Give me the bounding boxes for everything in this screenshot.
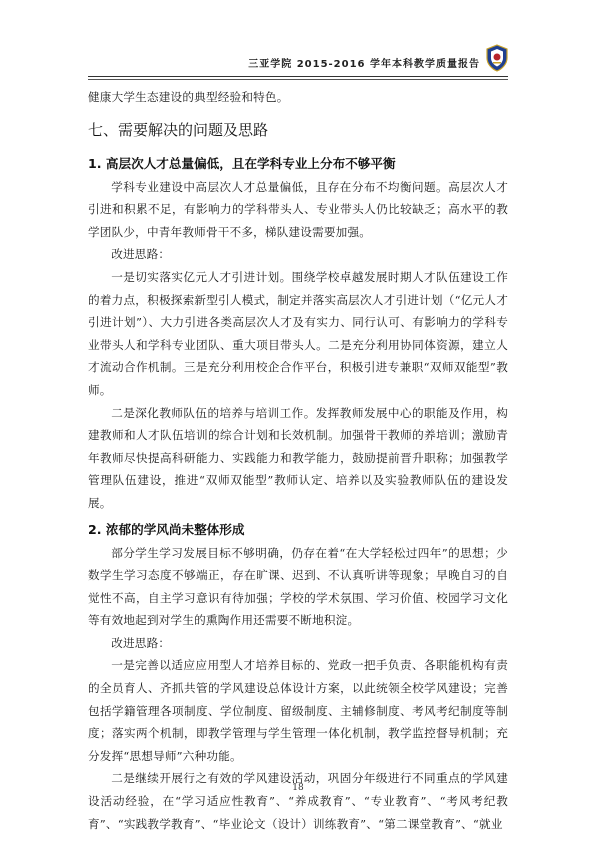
subsection-1-improvement-label: 改进思路： (111, 247, 171, 262)
intro-line: 健康大学生态建设的典型经验和特色。 (88, 90, 289, 104)
subsection-2-paragraph-1: 部分学生学习发展目标不够明确，仍存在着“在大学轻松过四年”的思想；少数学生学习态度不够端正，存在旷课、迟到、不认真听讲等现象；早晚自习的自觉性不高，自主学习意识有待加强；学校的学术氛围、学习价值、校园学习文化等有效地起到对学生的熏陶作用还需要不断地积淀。 (88, 545, 508, 628)
subsection-1-heading: 1. 高层次人才总量偏低，且在学科专业上分布不够平衡 (88, 155, 396, 171)
subsection-2-improvement-label: 改进思路： (111, 635, 171, 650)
page-header (88, 40, 508, 74)
subsection-1-paragraph-1: 学科专业建设中高层次人才总量偏低，且存在分布不均衡问题。高层次人才引进和积累不足，有影响力的学科带头人、专业带头人仍比较缺乏；高水平的教学团队少，中青年教师骨干不多，梯队建设需要加强。 (88, 179, 508, 239)
subsection-2-heading: 2. 浓郁的学风尚未整体形成 (88, 521, 245, 537)
subsection-2-paragraph-3: 二是继续开展行之有效的学风建设活动，巩固分年级进行不同重点的学风建设活动经验，在“学习适应性教育”、“养成教育”、“专业教育”、“考风考纪教育”、“实践教学教育”、“毕业论文（设计）训练教育”、“第二课堂教育”、“就业 (88, 771, 508, 831)
subsection-1-paragraph-3: 二是深化教师队伍的培养与培训工作。发挥教师发展中心的职能及作用，构建教师和人才队伍培训的综合计划和长效机制。加强骨干教师的养培训；激励青年教师尽快提高科研能力、实践能力和教学能力，鼓励提前晋升职称；加强教学管理队伍建设，推进“双师双能型”教师认定、培养以及实验教师队伍的建设发展。 (88, 405, 508, 510)
page-number: 18 (292, 783, 304, 793)
header-rule-thin (88, 79, 508, 80)
university-shield-logo (486, 44, 508, 72)
subsection-2-paragraph-2: 一是完善以适应应用型人才培养目标的、党政一把手负责、各职能机构有责的全员育人、齐抓共管的学风建设总体设计方案，以此统领全校学风建设；完善包括学籍管理各项制度、学位制度、留级制度、主辅修制度、考风考纪制度等制度；落实两个机制，即教学管理与学生管理一体化机制，教学监控督导机制；充分发挥“思想导师”六种功能。 (88, 658, 508, 763)
section-7-heading: 七、需要解决的问题及思路 (88, 120, 269, 139)
header-title: 三亚学院 2015-2016 学年本科教学质量报告 (248, 59, 480, 70)
subsection-1-paragraph-2: 一是切实落实亿元人才引进计划。围绕学校卓越发展时期人才队伍建设工作的着力点，积极探索新型引人模式，制定并落实高层次人才引进计划（“亿元人才引进计划”）、大力引进各类高层次人才及有实力、同行认可、有影响力的学科专业带头人和学科专业团队、重大项目带头人。二是充分利用协同体资源，建立人才流动合作机制。三是充分利用校企合作平台，积极引进专兼职“双师双能型”教师。 (88, 269, 508, 397)
header-rule-thick (88, 76, 508, 77)
page-content (88, 86, 508, 835)
